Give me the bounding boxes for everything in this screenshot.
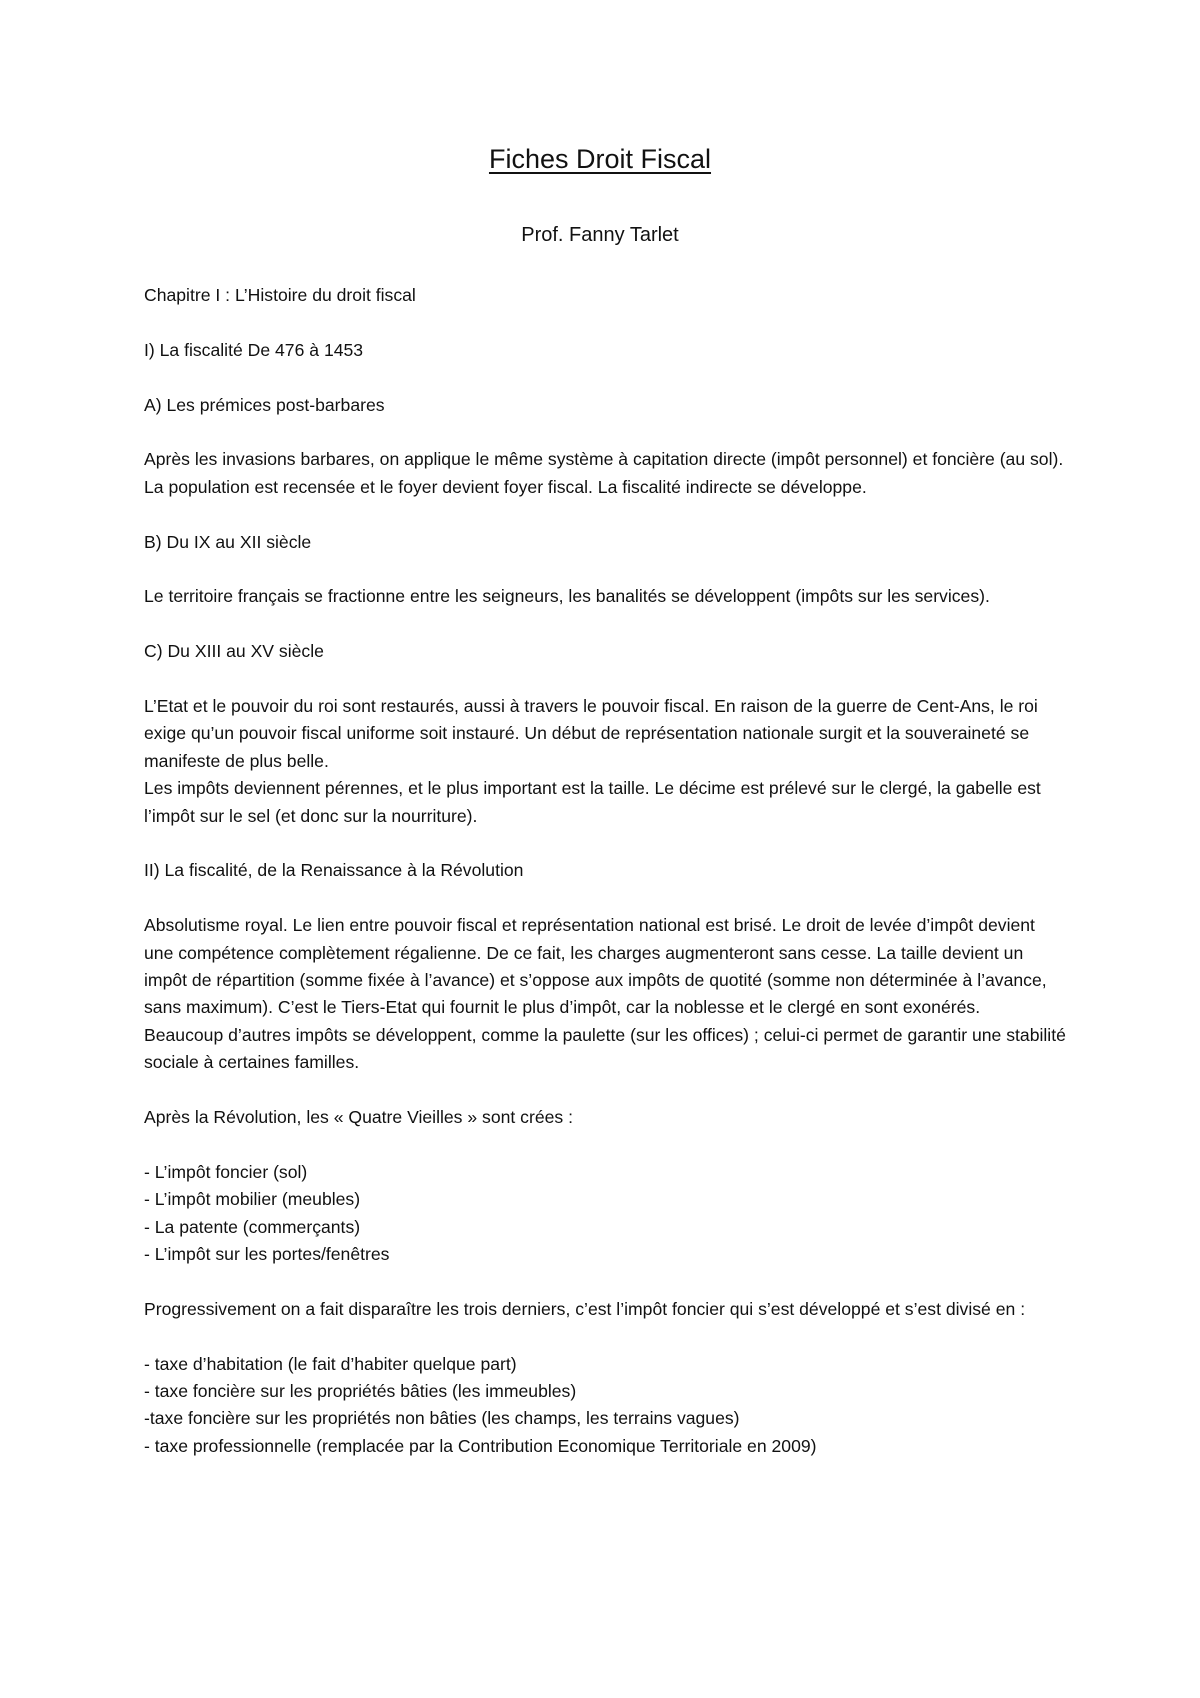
- document-author: Prof. Fanny Tarlet: [521, 224, 679, 246]
- document-body: [144, 282, 1069, 1488]
- section-1-heading: I) La fiscalité De 476 à 1453: [144, 339, 364, 360]
- list-item: - L’impôt foncier (sol): [144, 1161, 308, 1182]
- section-2-text-2: Beaucoup d’autres impôts se développent, comme la paulette (sur les offices) ; celui-ci permet de garantir une stabilité sociale à certaines familles.: [144, 1024, 1066, 1073]
- list-item: - taxe foncière sur les propriétés bâties (les immeubles): [144, 1381, 577, 1402]
- subsection-b-text: Le territoire français se fractionne entre les seigneurs, les banalités se développent (impôts sur les services).: [144, 586, 990, 607]
- list-item: - La patente (commerçants): [144, 1216, 361, 1237]
- section-2-heading: II) La fiscalité, de la Renaissance à la Révolution: [144, 860, 524, 881]
- subsection-c-text-2: Les impôts deviennent pérennes, et le plus important est la taille. Le décime est prélevé sur le clergé, la gabelle est l’impôt sur le sel (et donc sur la nourriture).: [144, 778, 1041, 826]
- quatre-vieilles-list: [144, 1159, 1069, 1269]
- chapter-heading: Chapitre I : L’Histoire du droit fiscal: [144, 285, 416, 305]
- list-item: -taxe foncière sur les propriétés non bâties (les champs, les terrains vagues): [144, 1408, 740, 1429]
- subsection-c-heading: C) Du XIII au XV siècle: [144, 641, 324, 662]
- list-item: - L’impôt mobilier (meubles): [144, 1189, 361, 1210]
- taxes-list: [144, 1351, 1069, 1461]
- list-item: - taxe d’habitation (le fait d’habiter quelque part): [144, 1353, 517, 1374]
- progressivement-text: Progressivement on a fait disparaître les trois derniers, c’est l’impôt foncier qui s’est développé et s’est divisé en :: [144, 1298, 1026, 1319]
- subsection-a-heading: A) Les prémices post-barbares: [144, 394, 385, 415]
- subsection-b-heading: B) Du IX au XII siècle: [144, 531, 312, 552]
- subsection-c-text-1: L’Etat et le pouvoir du roi sont restaurés, aussi à travers le pouvoir fiscal. En raison de la guerre de Cent-Ans, le roi exige qu’un pouvoir fiscal uniforme soit instauré. Un début de représentation nationale surgit et la souveraineté se manifeste de plus belle.: [144, 695, 1038, 771]
- list-item: - taxe professionnelle (remplacée par la Contribution Economique Territoriale en 2009): [144, 1435, 817, 1456]
- section-2-text-1: Absolutisme royal. Le lien entre pouvoir fiscal et représentation national est brisé. Le droit de levée d’impôt devient une compétence complètement régalienne. De ce fait, les charges augmenteront sans cesse. La taille devient un impôt de répartition (somme fixée à l’avance) et s’oppose aux impôts de quotité (somme non déterminée à l’avance, sans maximum). C’est le Tiers-Etat qui fournit le plus d’impôt, car la noblesse et le clergé en sont exonérés.: [144, 915, 1047, 1018]
- subsection-a-text: Après les invasions barbares, on applique le même système à capitation directe (impôt personnel) et foncière (au sol). La population est recensée et le foyer devient foyer fiscal. La fiscalité indirecte se développe.: [144, 449, 1064, 497]
- document-title: Fiches Droit Fiscal: [488, 144, 712, 174]
- quatre-vieilles-intro: Après la Révolution, les « Quatre Vieilles » sont crées :: [144, 1107, 573, 1128]
- list-item: - L’impôt sur les portes/fenêtres: [144, 1244, 390, 1265]
